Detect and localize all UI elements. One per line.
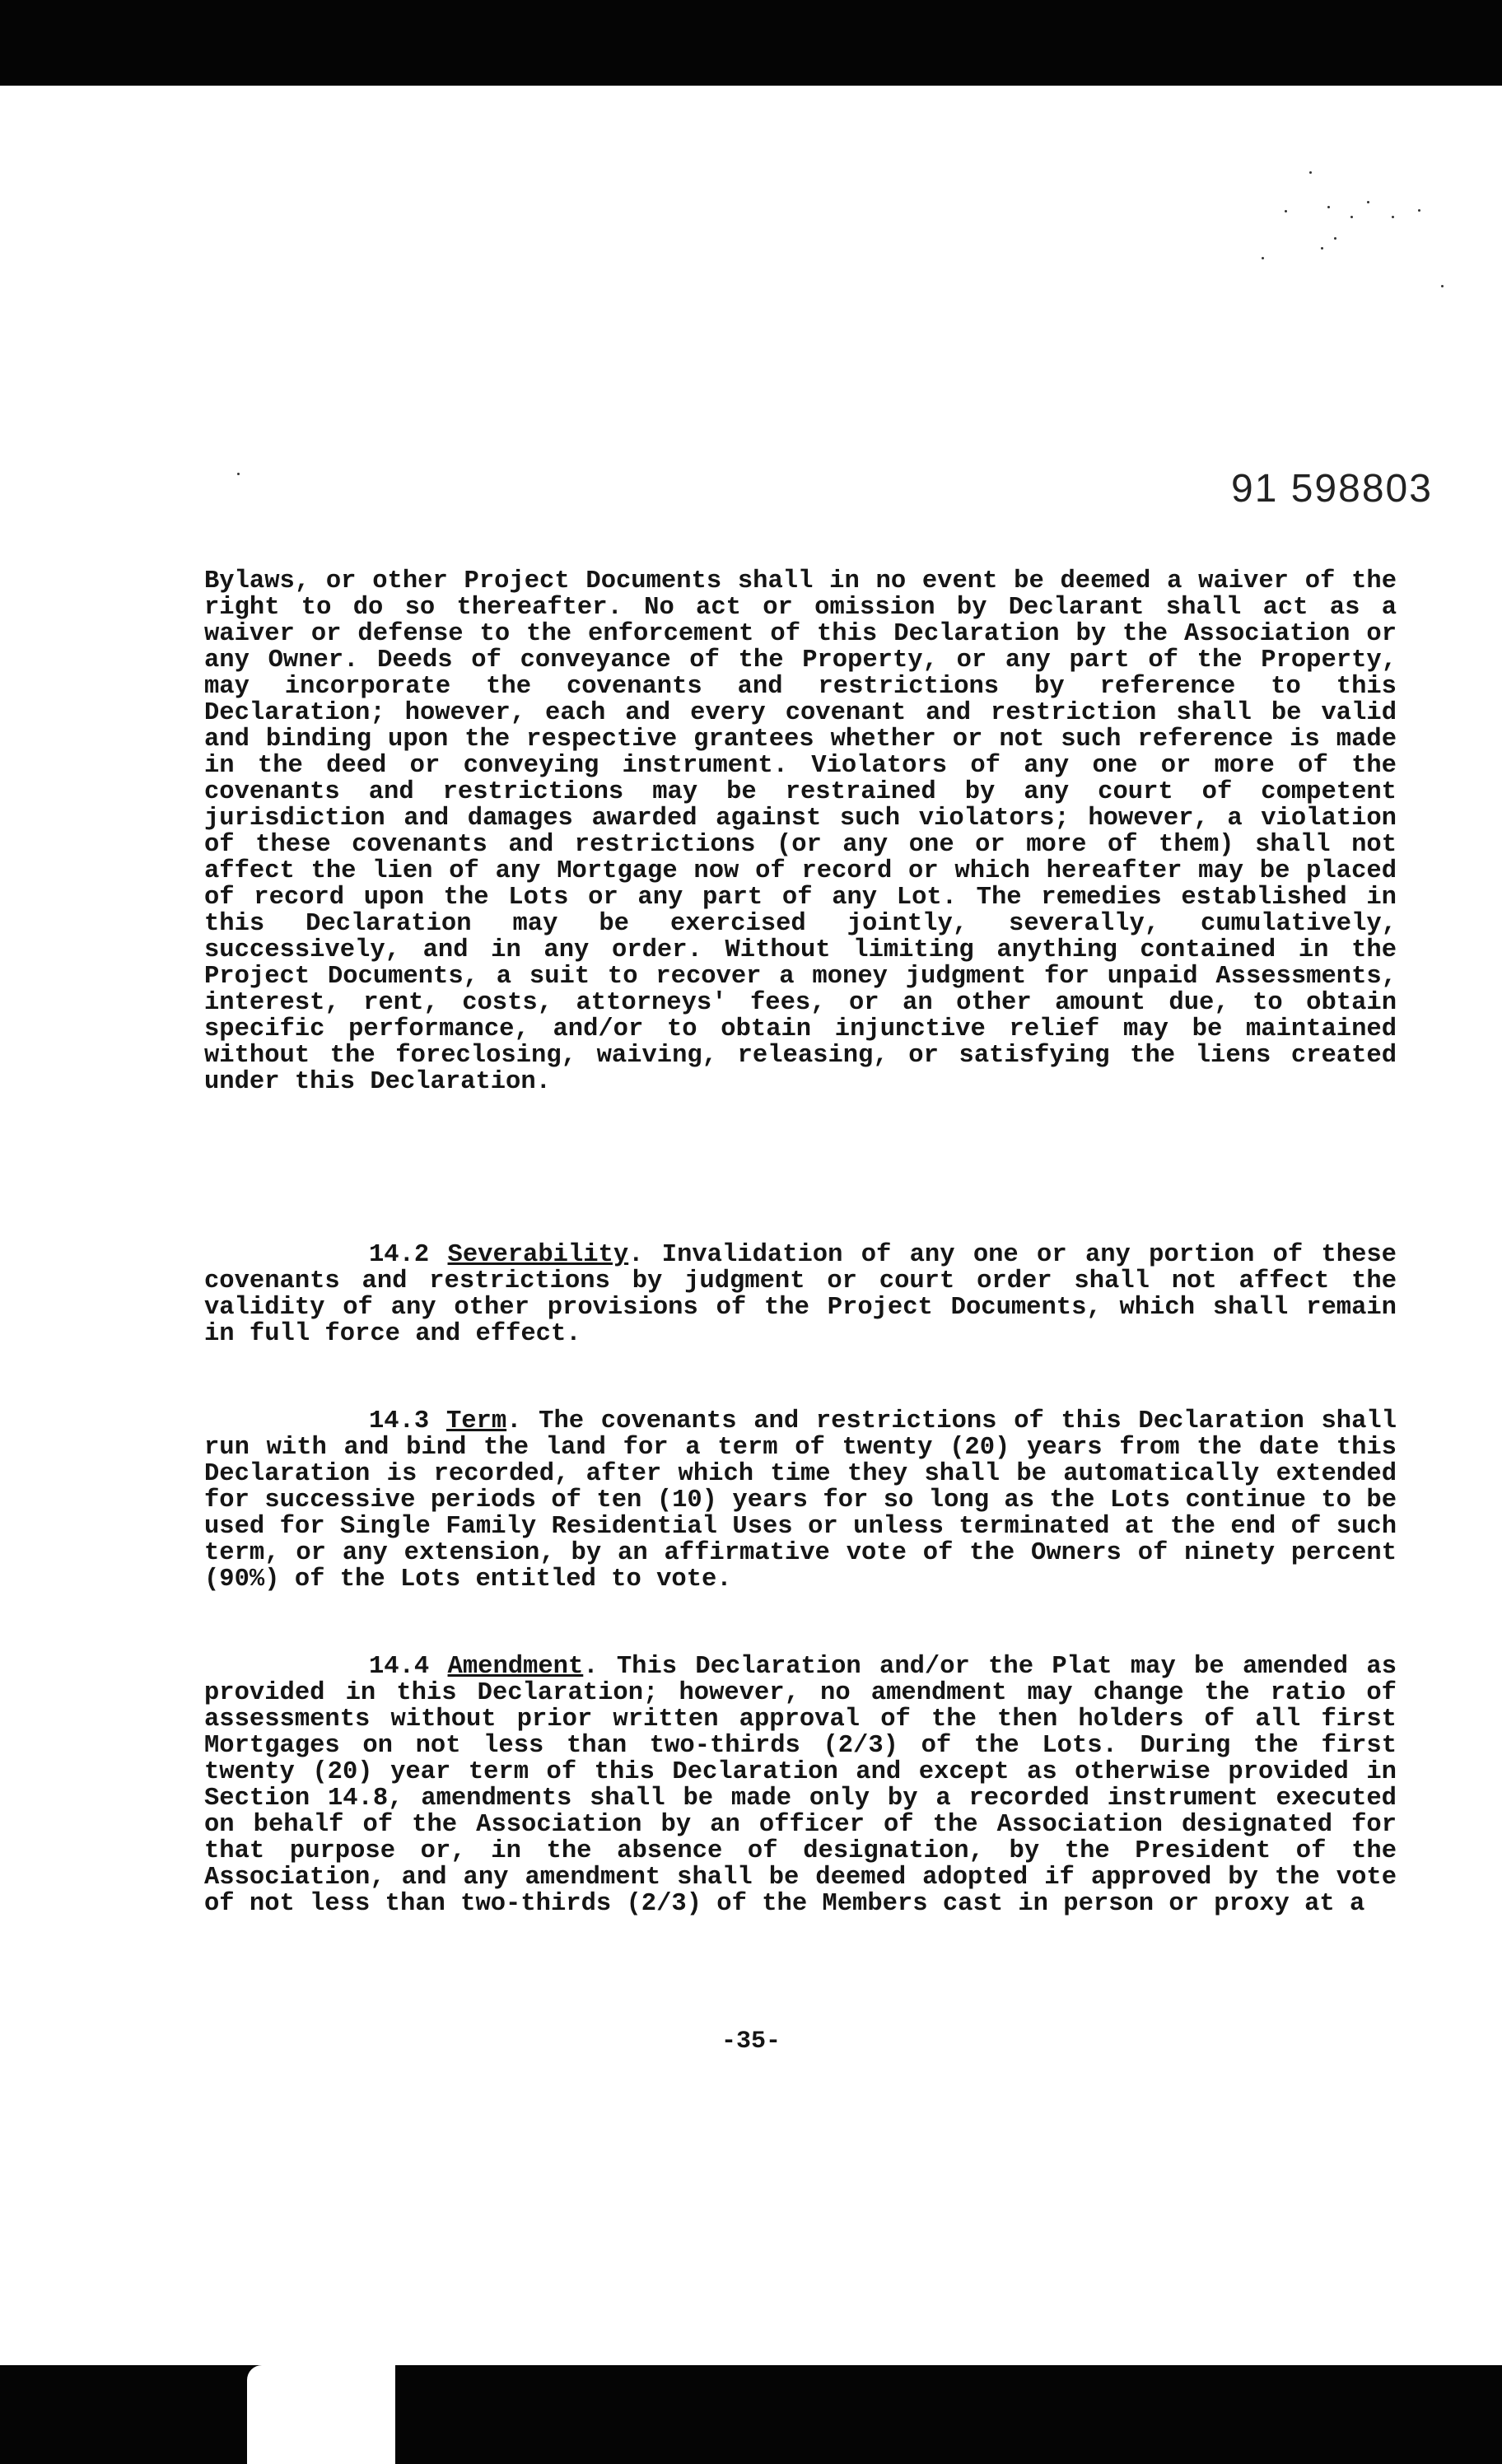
scan-border-bottom bbox=[0, 2365, 1502, 2464]
scan-speck bbox=[1418, 209, 1420, 212]
section-number: 14.4 bbox=[369, 1653, 430, 1681]
section-heading: Severability bbox=[447, 1241, 629, 1269]
scan-speck bbox=[1321, 247, 1323, 250]
section-text: . The covenants and restrictions of this Declaration shall run with and bind the land for a term of twenty (20) years from the date this Declaration is recorded, after which time they shall be automatically extended for successive periods of ten (10) years for so long as the Lots continue to be used for Single Family Residential Uses or unless terminated at the end of such term, or any extension, by an affirmative vote of the Owners of ninety percent (90%) of the Lots entitled to vote. bbox=[204, 1407, 1397, 1594]
section-14-2 bbox=[204, 1242, 1397, 1347]
document-number: 91 598803 bbox=[1231, 467, 1433, 511]
scan-speck bbox=[1285, 210, 1287, 212]
scan-speck bbox=[1441, 285, 1444, 287]
section-14-3 bbox=[204, 1408, 1397, 1593]
section-14-4 bbox=[204, 1654, 1397, 1917]
continuation-paragraph: Bylaws, or other Project Documents shall in no event be deemed a waiver of the right to do so thereafter. No act or omission by Declarant shall act as a waiver or defense to the enforcement of this Declaration by the Association or any Owner. Deeds of conveyance of the Property, or any part of the Property, may incorporate the covenants and restrictions by reference to this Declaration; however, each and every covenant and restriction shall be valid and binding upon the respective grantees whether or not such reference is made in the deed or conveying instrument. Violators of any one or more of the covenants and restrictions may be restrained by any court of competent jurisdiction and damages awarded against such violators; however, a violation of these covenants and restrictions (or any one or more of them) shall not affect the lien of any Mortgage now of record or which hereafter may be placed of record upon the Lots or any part of any Lot. The remedies established in this Declaration may be exercised jointly, severally, cumulatively, successively, and in any order. Without limiting anything contained in the Project Documents, a suit to recover a money judgment for unpaid Assessments, interest, rent, costs, attorneys' fees, or an other amount due, to obtain specific performance, and/or to obtain injunctive relief may be maintained without the foreclosing, waiving, releasing, or satisfying the liens created under this Declaration. bbox=[204, 567, 1397, 1096]
section-heading: Term bbox=[445, 1407, 507, 1435]
section-number: 14.2 bbox=[369, 1241, 430, 1269]
scan-speck bbox=[1309, 171, 1312, 174]
scan-border-top bbox=[0, 0, 1502, 86]
scan-speck bbox=[1262, 257, 1264, 259]
section-text: . Invalidation of any one or any portion of these covenants and restrictions by judgment or court order shall not affect the validity of any other provisions of the Project Documents, which shall remain in full force and effect. bbox=[204, 1241, 1397, 1348]
scan-speck bbox=[237, 473, 240, 475]
section-text: . This Declaration and/or the Plat may be amended as provided in this Declaration; however, no amendment may change the ratio of assessments without prior written approval of the then holders of all first Mortgages on not less than two-thirds (2/3) of the Lots. During the first twenty (20) year term of this Declaration and except as otherwise provided in Section 14.8, amendments shall be made only by a recorded instrument executed on behalf of the Association by an officer of the Association designated for that purpose or, in the absence of designation, by the President of the Association, and any amendment shall be deemed adopted if approved by the vote of not less than two-thirds (2/3) of the Members cast in person or proxy at a bbox=[204, 1653, 1397, 1918]
scan-speck bbox=[1334, 237, 1336, 240]
scan-speck bbox=[1327, 206, 1330, 208]
scan-border-notch bbox=[247, 2365, 395, 2464]
scan-speck bbox=[1367, 201, 1369, 203]
section-number: 14.3 bbox=[369, 1407, 430, 1435]
section-heading: Amendment bbox=[447, 1653, 584, 1681]
scan-speck bbox=[1350, 216, 1353, 218]
scan-speck bbox=[1392, 216, 1394, 218]
page-number: -35- bbox=[721, 2028, 781, 2056]
